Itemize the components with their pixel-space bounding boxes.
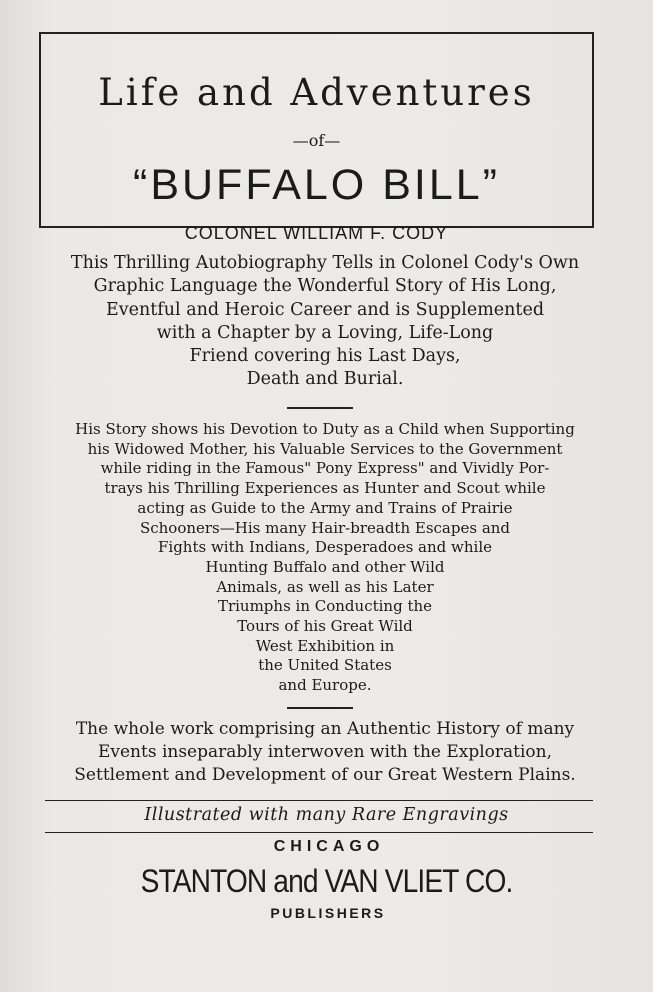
- story-paragraph: [30, 420, 620, 696]
- summary-line: Graphic Language the Wonderful Story of His Long,: [93, 276, 557, 297]
- story-line: Triumphs in Conducting the: [217, 597, 433, 616]
- divider-long-bottom: [45, 832, 593, 833]
- story-line: Hunting Buffalo and other Wild: [205, 557, 445, 576]
- divider-short-2: [287, 707, 353, 709]
- publisher-city: CHICAGO: [273, 838, 385, 855]
- summary-paragraph: [30, 252, 620, 392]
- closing-line: Events inseparably interwoven with the Exploration,: [97, 742, 553, 762]
- closing-paragraph: [50, 718, 600, 787]
- summary-line: Eventful and Heroic Career and is Supplemented: [105, 299, 545, 320]
- story-line: His Story shows his Devotion to Duty as a Child when Supporting: [75, 420, 575, 438]
- closing-line: Settlement and Development of our Great Western Plains.: [74, 765, 576, 785]
- title-of: —of—: [292, 131, 341, 150]
- summary-line: This Thrilling Autobiography Tells in Colonel Cody's Own: [70, 253, 580, 273]
- story-line: Tours of his Great Wild: [237, 617, 413, 636]
- story-line: his Widowed Mother, his Valuable Services to the Government: [87, 439, 563, 458]
- story-line: Schooners—His many Hair-breadth Escapes and: [139, 518, 511, 537]
- story-line: the United States: [258, 656, 392, 675]
- publishers-label: PUBLISHERS: [270, 905, 386, 921]
- closing-line: The whole work comprising an Authentic History of many: [75, 719, 575, 739]
- story-line: trays his Thrilling Experiences as Hunter and Scout while: [104, 479, 546, 498]
- summary-line: with a Chapter by a Loving, Life-Long: [156, 322, 494, 343]
- story-line: acting as Guide to the Army and Trains of Prairie: [137, 498, 513, 517]
- title-line-1: Life and Adventures: [98, 71, 535, 114]
- title-line-2: “BUFFALO BILL”: [133, 161, 500, 209]
- divider-long-top: [45, 800, 593, 801]
- illustrated-note: Illustrated with many Rare Engravings: [144, 805, 509, 825]
- story-line: West Exhibition in: [255, 636, 395, 655]
- summary-line: Death and Burial.: [246, 369, 404, 390]
- title-box: [39, 32, 594, 243]
- divider-short-1: [287, 407, 353, 409]
- summary-line: Friend covering his Last Days,: [189, 346, 461, 367]
- story-line: and Europe.: [278, 676, 372, 695]
- story-line: Animals, as well as his Later: [216, 577, 434, 596]
- title-author: COLONEL WILLIAM F. CODY: [184, 223, 449, 243]
- publisher-name: STANTON and VAN VLIET CO.: [140, 863, 513, 899]
- story-line: Fights with Indians, Desperadoes and while: [158, 538, 492, 557]
- story-line: while riding in the Famous" Pony Express" and Vividly Por-: [100, 459, 550, 478]
